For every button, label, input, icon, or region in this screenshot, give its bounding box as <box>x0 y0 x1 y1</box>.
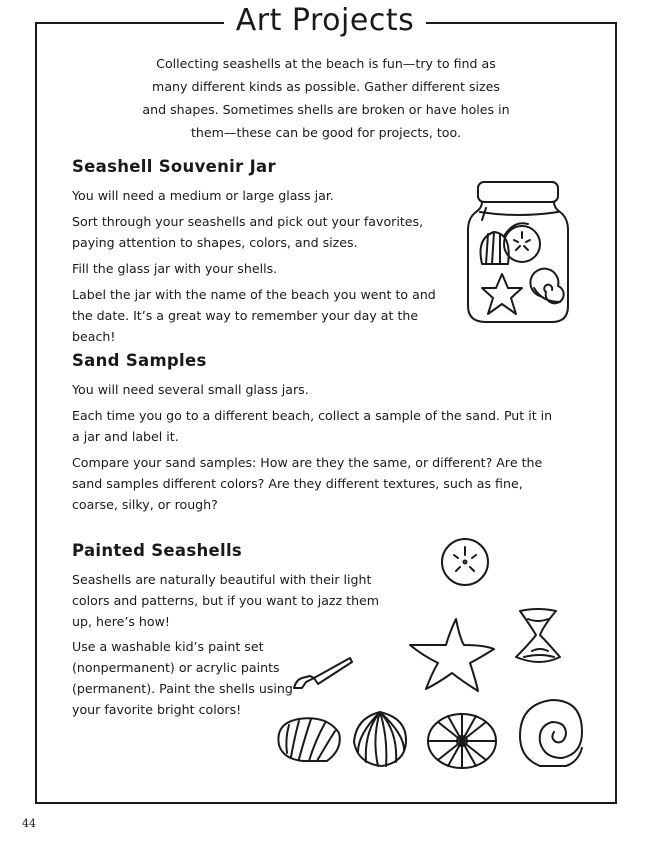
striped-shell-icon <box>350 708 410 770</box>
page-title: Art Projects <box>224 2 426 40</box>
starfish-icon <box>408 615 498 695</box>
paintbrush-icon <box>290 654 354 690</box>
section-paragraph: Label the jar with the name of the beach you went to and the date. It’s a great way to remember your day at the beach! <box>72 287 436 344</box>
section-paragraph: Fill the glass jar with your shells. <box>72 261 278 276</box>
section-paragraph: Each time you go to a different beach, collect a sample of the sand. Put it in a jar and label it. <box>72 408 553 444</box>
section-paragraph: Use a washable kid’s paint set (nonpermanent) or acrylic paints (permanent). Paint the shells using your favorite bright colors! <box>72 639 293 717</box>
section-paragraph: You will need several small glass jars. <box>72 382 309 397</box>
title-wrap <box>0 2 650 40</box>
intro-text: Collecting seashells at the beach is fun—try to find as many different kinds as possible. Gather different sizes and shapes. Sometimes shells are broken or have holes in them—these can be good for projects, too. <box>142 56 510 140</box>
section-heading-painted-seashells: Painted Seashells <box>72 541 243 560</box>
cone-shell-icon <box>510 605 566 669</box>
section-paragraph: Compare your sand samples: How are they the same, or different? Are the sand samples different colors? Are they different textures, such as fine, coarse, silky, or rough? <box>72 455 543 512</box>
section-paragraph: Seashells are naturally beautiful with their light colors and patterns, but if you want to jazz them up, here’s how! <box>72 572 380 629</box>
sea-urchin-icon <box>426 712 498 770</box>
section-paragraph: You will need a medium or large glass jar. <box>72 188 334 203</box>
section-paragraph: Sort through your seashells and pick out your favorites, paying attention to shapes, colors, and sizes. <box>72 214 424 250</box>
page-number: 44 <box>22 817 36 830</box>
scallop-shell-icon <box>273 715 345 765</box>
section-heading-souvenir-jar: Seashell Souvenir Jar <box>72 157 276 176</box>
sand-dollar-icon <box>440 537 490 587</box>
spiral-shell-icon <box>516 696 586 770</box>
jar-of-seashells-icon <box>464 178 574 328</box>
section-heading-sand-samples: Sand Samples <box>72 351 207 370</box>
